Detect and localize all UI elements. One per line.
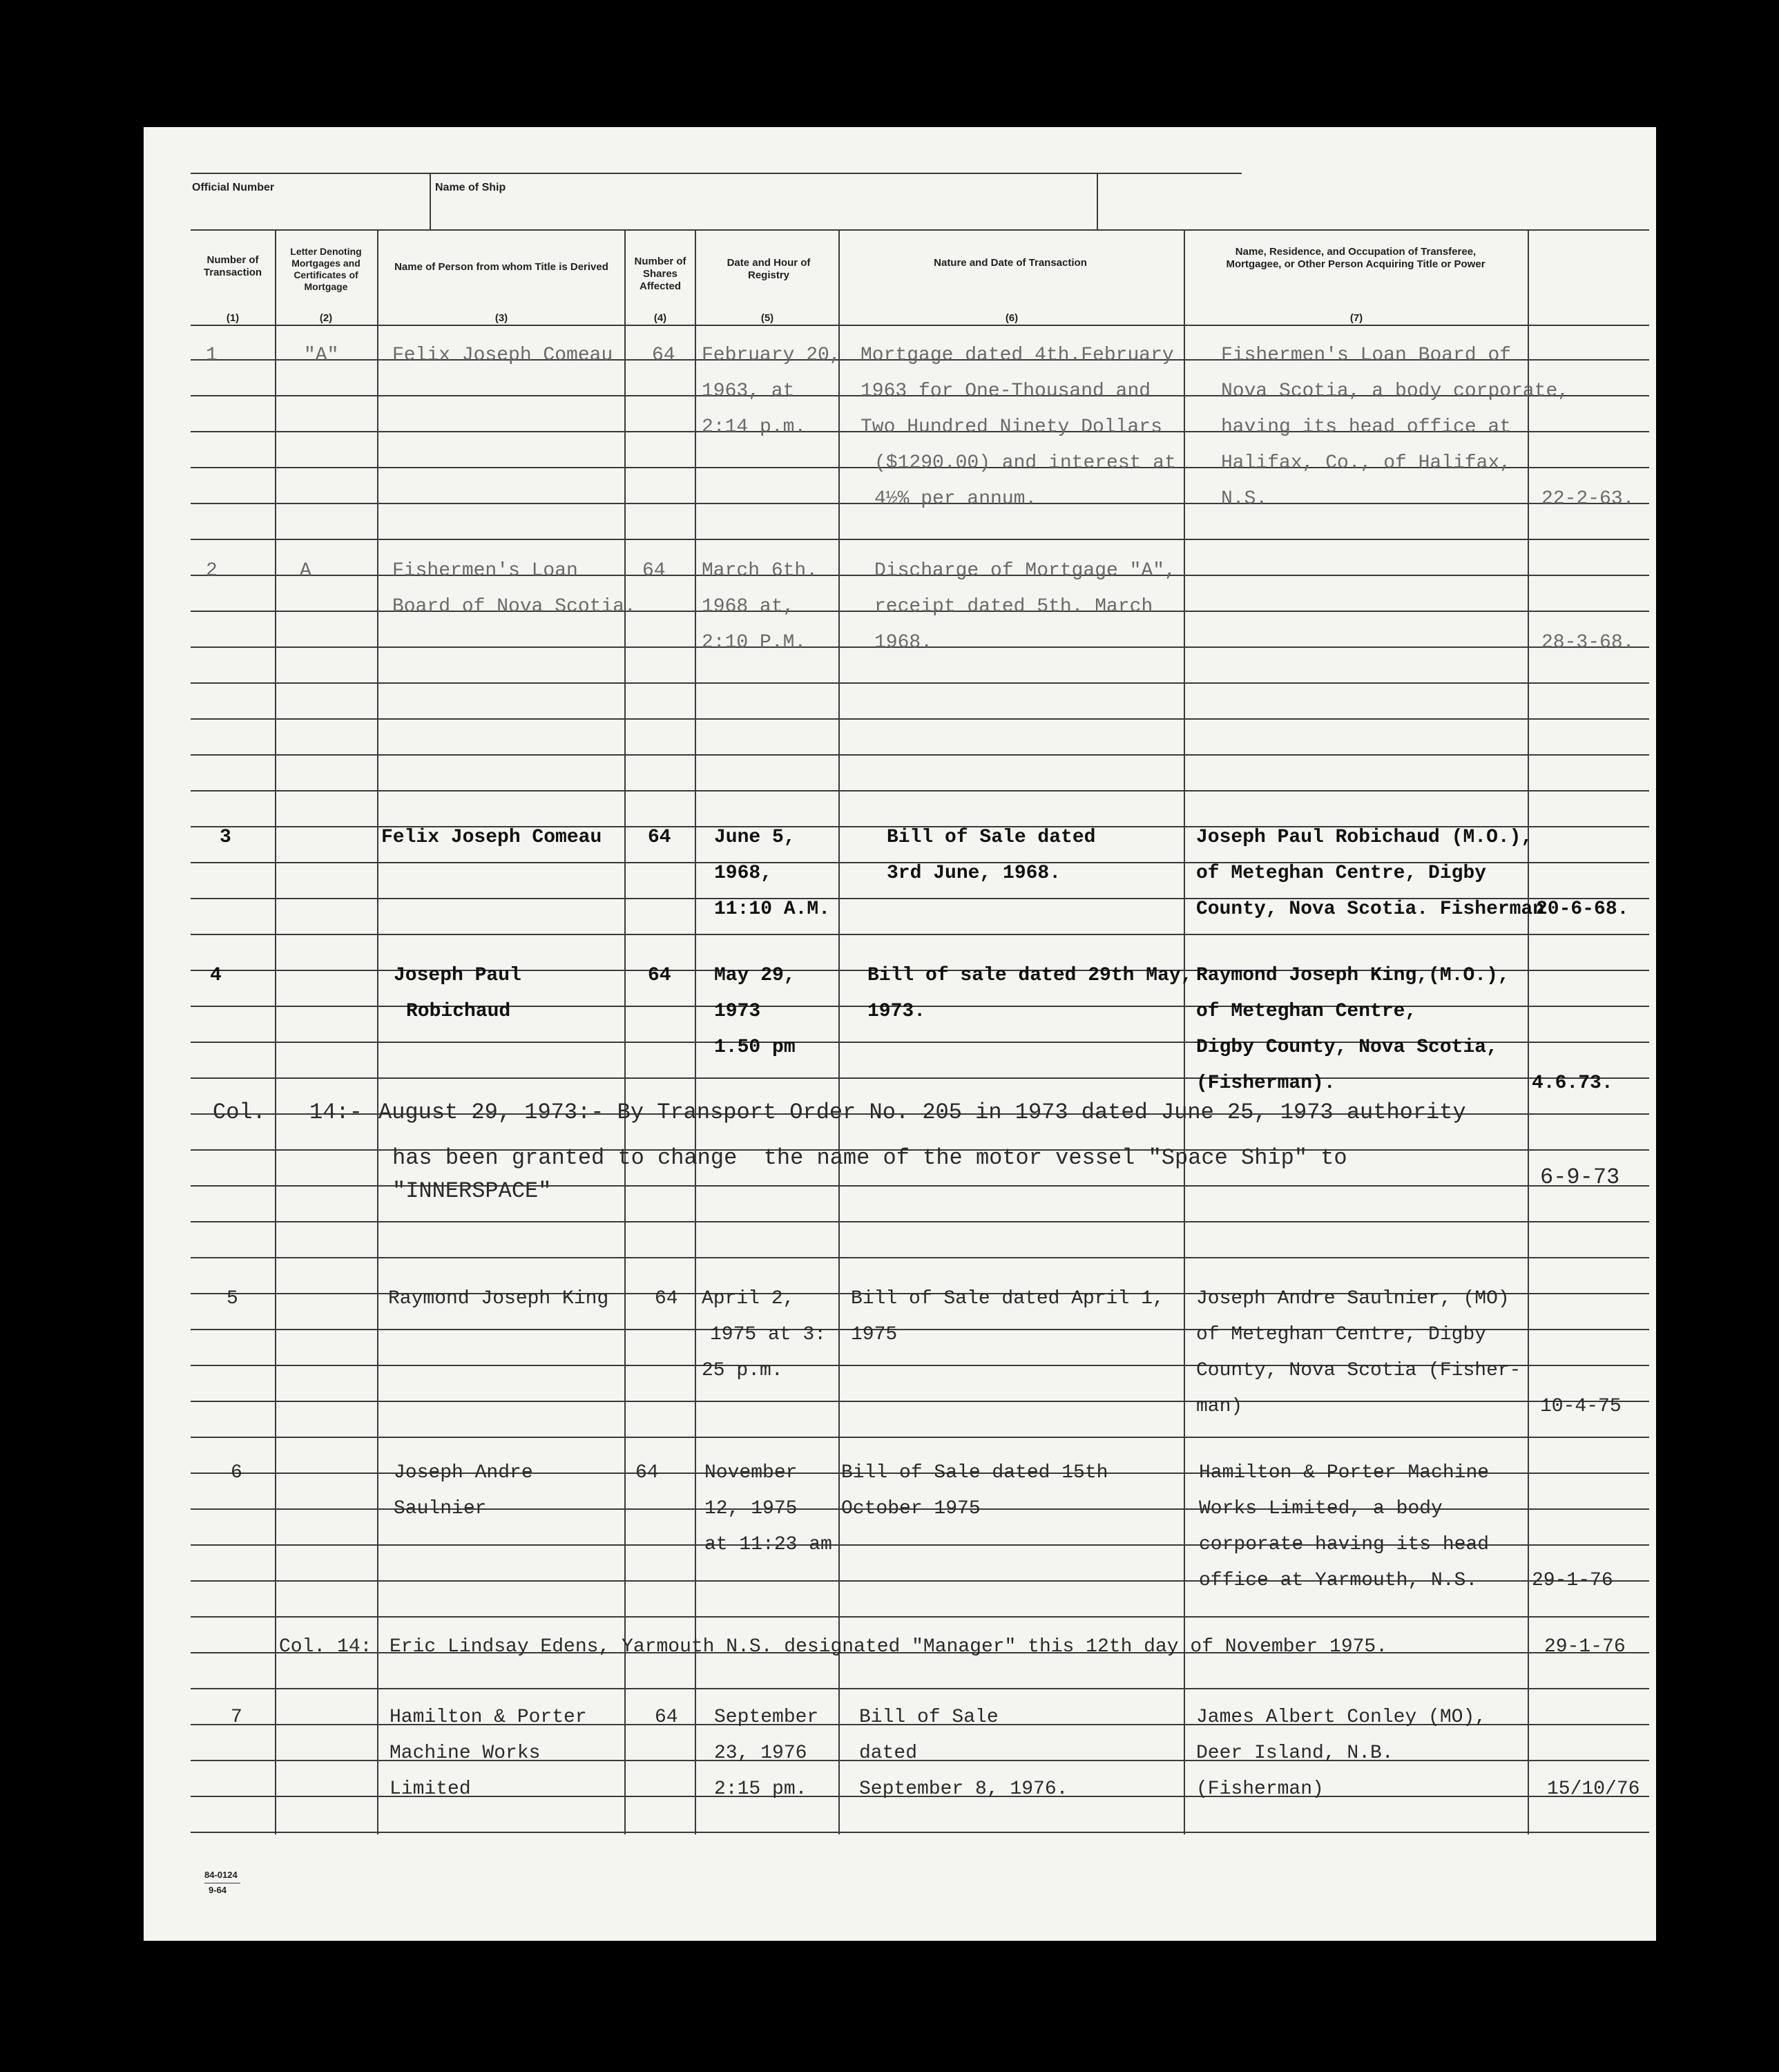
entry4-date-line1: May 29, xyxy=(714,965,796,986)
ruled-line xyxy=(191,682,1649,684)
ruled-line xyxy=(191,1401,1649,1402)
entry5-nature-line2: 1975 xyxy=(851,1324,898,1345)
entry1-number: 1 xyxy=(206,345,218,366)
entry6-date-line2: 12, 1975 xyxy=(704,1498,798,1519)
entry1-nature-line4: ($1290.00) and interest at xyxy=(874,452,1176,474)
entry6-transferee-line2: Works Limited, a body xyxy=(1199,1498,1443,1519)
entry7-transferee-line2: Deer Island, N.B. xyxy=(1196,1743,1394,1764)
entry7-registered: 15/10/76 xyxy=(1547,1778,1640,1800)
entry1-transferee-line2: Nova Scotia, a body corporate, xyxy=(1221,381,1570,402)
entry1-nature-line2: 1963 for One-Thousand and xyxy=(860,381,1151,402)
col14-manager-registered: 29-1-76 xyxy=(1544,1636,1626,1658)
entry2-nature-line2: receipt dated 5th. March xyxy=(874,596,1153,617)
entry4-number: 4 xyxy=(210,965,222,986)
entry6-registered: 29-1-76 xyxy=(1532,1570,1613,1591)
entry2-date-line3: 2:10 P.M. xyxy=(702,632,807,653)
ruled-line xyxy=(191,718,1649,720)
entry6-from-line2: Saulnier xyxy=(394,1498,487,1519)
entry3-from: Felix Joseph Comeau xyxy=(381,827,602,848)
ruled-line xyxy=(191,1257,1649,1258)
entry7-nature-line2: dated xyxy=(859,1743,918,1764)
column-rule-4 xyxy=(695,229,696,1834)
entry6-transferee-line3: corporate having its head xyxy=(1199,1534,1490,1555)
entry3-date-line2: 1968, xyxy=(714,863,773,884)
entry4-transferee-line2: of Meteghan Centre, xyxy=(1196,1001,1417,1022)
col4-number: (4) xyxy=(653,312,667,324)
column-rule-2 xyxy=(377,229,378,1834)
entry7-date-line3: 2:15 pm. xyxy=(714,1778,807,1800)
column-rule-3 xyxy=(624,229,626,1834)
entry6-number: 6 xyxy=(231,1462,242,1484)
top-box-right-edge xyxy=(1097,173,1098,231)
entry1-transferee-line3: having its head office at xyxy=(1221,416,1512,438)
form-date: 9-64 xyxy=(209,1885,227,1895)
entry7-date-line2: 23, 1976 xyxy=(714,1743,807,1764)
column-rule-7 xyxy=(1528,229,1529,1834)
entry4-registered: 4.6.73. xyxy=(1532,1073,1613,1094)
entry6-transferee-line4: office at Yarmouth, N.S. xyxy=(1199,1570,1478,1591)
entry5-from: Raymond Joseph King xyxy=(388,1288,609,1310)
col3-header: Name of Person from whom Title is Derived xyxy=(394,261,608,273)
col5-number: (5) xyxy=(760,312,774,324)
ruled-line xyxy=(191,1688,1649,1689)
entry1-transferee-line4: Halifax, Co., of Halifax, xyxy=(1221,452,1512,474)
entry4-nature-line1: Bill of sale dated 29th May, xyxy=(867,965,1193,986)
ruled-line xyxy=(191,790,1649,792)
top-box-line xyxy=(191,173,1242,174)
col7-header: Name, Residence, and Occupation of Transferee, Mortgagee, or Other Person Acquiring Title or Power xyxy=(1226,246,1485,270)
entry6-nature-line2: October 1975 xyxy=(841,1498,981,1519)
entry1-nature-line5: 4½% per annum. xyxy=(874,488,1037,510)
entry3-nature-line1: Bill of Sale dated xyxy=(887,827,1096,848)
header-bottom-line xyxy=(191,325,1649,326)
entry1-letter: "A" xyxy=(304,345,339,366)
col6-number: (6) xyxy=(1005,312,1019,324)
entry1-registered: 22-2-63. xyxy=(1541,488,1635,510)
entry4-transferee-line3: Digby County, Nova Scotia, xyxy=(1196,1037,1498,1058)
col4-header: Number of Shares Affected xyxy=(634,256,686,292)
entry7-from-line3: Limited xyxy=(390,1778,471,1800)
entry3-shares: 64 xyxy=(648,827,671,848)
entry5-nature-line1: Bill of Sale dated April 1, xyxy=(851,1288,1164,1310)
col14-registered: 6-9-73 xyxy=(1540,1164,1620,1190)
entry5-transferee-line1: Joseph Andre Saulnier, (MO) xyxy=(1196,1288,1510,1310)
col3-number: (3) xyxy=(494,312,508,324)
entry3-date-line1: June 5, xyxy=(714,827,796,848)
entry1-date-line1: February 20, xyxy=(702,345,841,366)
col6-header: Nature and Date of Transaction xyxy=(934,257,1087,269)
header-top-line xyxy=(191,229,1649,231)
entry1-from: Felix Joseph Comeau xyxy=(392,345,613,366)
entry1-nature-line3: Two Hundred Ninety Dollars xyxy=(860,416,1162,438)
entry5-date-line1: April 2, xyxy=(702,1288,795,1310)
entry2-shares: 64 xyxy=(642,560,666,582)
entry3-registered: 20-6-68. xyxy=(1536,899,1629,920)
entry5-date-line2: 1975 at 3: xyxy=(710,1324,827,1345)
col14-label: Col. xyxy=(213,1100,266,1125)
register-page xyxy=(144,127,1656,1941)
entry5-number: 5 xyxy=(227,1288,238,1310)
ruled-line xyxy=(191,1832,1649,1833)
entry6-date-line3: at 11:23 am xyxy=(704,1534,832,1555)
entry7-from-line2: Machine Works xyxy=(390,1743,541,1764)
entry3-transferee-line1: Joseph Paul Robichaud (M.O.), xyxy=(1196,827,1533,848)
entry4-transferee-line1: Raymond Joseph King,(M.O.), xyxy=(1196,965,1510,986)
col14-ref: 14:- xyxy=(309,1100,363,1125)
entry5-registered: 10-4-75 xyxy=(1540,1396,1622,1417)
entry7-number: 7 xyxy=(231,1707,242,1728)
ruled-line xyxy=(191,1437,1649,1438)
form-code: 84-0124 xyxy=(204,1870,238,1880)
col14-note-line1: August 29, 1973:- By Transport Order No. 205 in 1973 dated June 25, 1973 authority xyxy=(378,1100,1466,1125)
entry1-transferee-line1: Fishermen's Loan Board of xyxy=(1221,345,1512,366)
entry1-date-line3: 2:14 p.m. xyxy=(702,416,807,438)
name-of-ship-label: Name of Ship xyxy=(435,182,506,193)
entry5-transferee-line3: County, Nova Scotia (Fisher- xyxy=(1196,1360,1521,1381)
entry4-nature-line2: 1973. xyxy=(867,1001,926,1022)
col14-manager-note: Eric Lindsay Edens, Yarmouth N.S. designated "Manager" this 12th day of November 1975. xyxy=(390,1636,1388,1658)
col7-number: (7) xyxy=(1349,312,1363,324)
official-number-label: Official Number xyxy=(192,182,275,193)
entry3-number: 3 xyxy=(220,827,231,848)
column-rule-5 xyxy=(838,229,840,1834)
col14-note-line2: has been granted to change the name of the motor vessel "Space Ship" to xyxy=(392,1145,1347,1171)
ruled-line xyxy=(191,754,1649,756)
entry4-date-line3: 1.50 pm xyxy=(714,1037,796,1058)
entry1-date-line2: 1963, at xyxy=(702,381,795,402)
entry2-registered: 28-3-68. xyxy=(1541,632,1635,653)
entry4-transferee-line4: (Fisherman). xyxy=(1196,1073,1336,1094)
entry4-from-line2: Robichaud xyxy=(406,1001,511,1022)
entry6-transferee-line1: Hamilton & Porter Machine xyxy=(1199,1462,1490,1484)
entry1-transferee-line5: N.S. xyxy=(1221,488,1268,510)
entry5-date-line3: 25 p.m. xyxy=(702,1360,783,1381)
col2-header: Letter Denoting Mortgages and Certificates of Mortgage xyxy=(290,246,362,292)
entry6-nature-line1: Bill of Sale dated 15th xyxy=(841,1462,1108,1484)
entry7-transferee-line3: (Fisherman) xyxy=(1196,1778,1324,1800)
entry2-nature-line1: Discharge of Mortgage "A", xyxy=(874,560,1176,582)
entry5-shares: 64 xyxy=(655,1288,678,1310)
entry3-nature-line2: 3rd June, 1968. xyxy=(887,863,1061,884)
entry2-number: 2 xyxy=(206,560,218,582)
entry4-shares: 64 xyxy=(648,965,671,986)
entry6-shares: 64 xyxy=(635,1462,659,1484)
entry5-transferee-line2: of Meteghan Centre, Digby xyxy=(1196,1324,1487,1345)
entry7-nature-line1: Bill of Sale xyxy=(859,1707,999,1728)
col14-note-line3: "INNERSPACE" xyxy=(392,1178,552,1204)
entry7-from-line1: Hamilton & Porter xyxy=(390,1707,587,1728)
col2-number: (2) xyxy=(319,312,333,324)
col14-manager-label: Col. 14: xyxy=(279,1636,372,1658)
entry6-date-line1: November xyxy=(704,1462,798,1484)
column-rule-1 xyxy=(275,229,276,1834)
col1-header: Number of Transaction xyxy=(203,254,262,278)
entry2-date-line2: 1968 at, xyxy=(702,596,795,617)
ruled-line xyxy=(191,539,1649,540)
ruled-line xyxy=(191,1221,1649,1222)
top-box-divider xyxy=(430,173,431,231)
entry7-transferee-line1: James Albert Conley (MO), xyxy=(1196,1707,1487,1728)
col1-number: (1) xyxy=(226,312,240,324)
col5-header: Date and Hour of Registry xyxy=(727,257,811,281)
entry2-from-line1: Fishermen's Loan xyxy=(392,560,578,582)
entry7-nature-line3: September 8, 1976. xyxy=(859,1778,1068,1800)
ruled-line xyxy=(191,934,1649,935)
entry1-nature-line1: Mortgage dated 4th.February xyxy=(860,345,1174,366)
entry7-shares: 64 xyxy=(655,1707,678,1728)
entry1-shares: 64 xyxy=(652,345,675,366)
entry2-letter: A xyxy=(300,560,311,582)
entry3-transferee-line3: County, Nova Scotia. Fisherman xyxy=(1196,899,1545,920)
entry2-nature-line3: 1968. xyxy=(874,632,933,653)
entry3-date-line3: 11:10 A.M. xyxy=(714,899,831,920)
entry4-date-line2: 1973 xyxy=(714,1001,761,1022)
column-rule-6 xyxy=(1184,229,1185,1834)
ruled-line xyxy=(191,1077,1649,1079)
entry6-from-line1: Joseph Andre xyxy=(394,1462,533,1484)
ruled-line xyxy=(191,1616,1649,1618)
entry7-date-line1: September xyxy=(714,1707,819,1728)
entry2-from-line2: Board of Nova Scotia. xyxy=(392,596,636,617)
entry4-from-line1: Joseph Paul xyxy=(394,965,521,986)
entry5-transferee-line4: man) xyxy=(1196,1396,1243,1417)
entry2-date-line1: March 6th. xyxy=(702,560,818,582)
entry3-transferee-line2: of Meteghan Centre, Digby xyxy=(1196,863,1487,884)
